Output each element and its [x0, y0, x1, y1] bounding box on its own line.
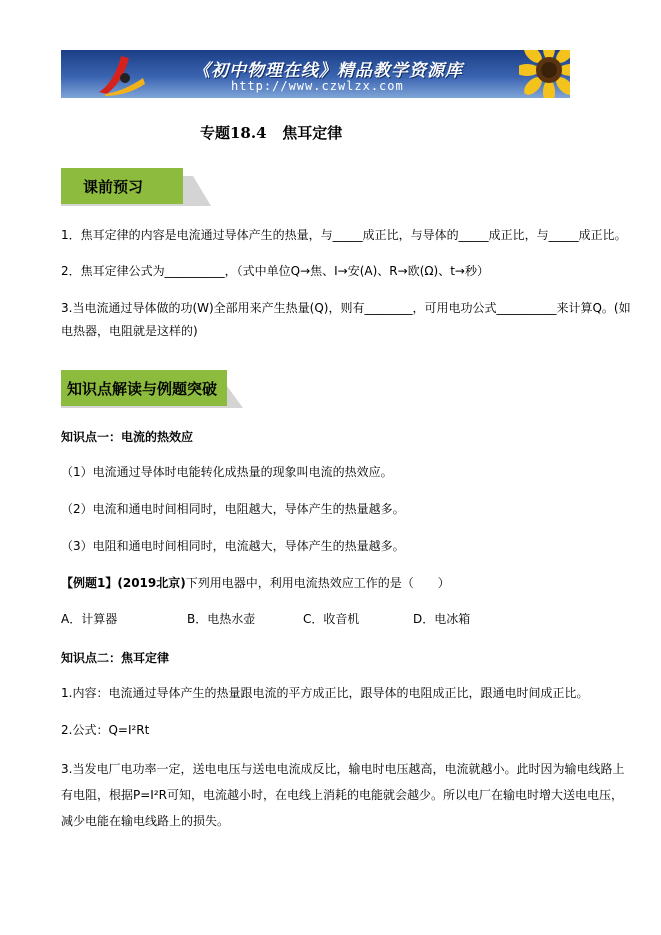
sunflower-icon [519, 50, 570, 98]
preview-item-3-cont: 电热器，电阻就是这样的) [61, 324, 198, 338]
site-logo-icon [91, 52, 151, 96]
option-a: A．计算器 [61, 612, 118, 626]
kp2-item-1: 1.内容：电流通过导体产生的热量跟电流的平方成正比，跟导体的电阻成正比，跟通电时间成正比。 [61, 686, 589, 700]
example-tag: 【例题1】 [61, 576, 118, 590]
example-1 [61, 572, 613, 595]
site-name: 《初中物理在线》精品教学资源库 [193, 61, 463, 81]
preview-item-2: 2．焦耳定律公式为__________，（式中单位Q→焦、I→安(A)、R→欧(Ω)、t→秒） [61, 264, 489, 278]
kp2-item-3-cont2: 减少电能在输电线路上的损失。 [61, 814, 230, 828]
section-preview [61, 168, 211, 204]
example-question: 下列用电器中，利用电流热效应工作的是（ ） [185, 576, 450, 590]
kp1-item-2: （2）电流和通电时间相同时，电阻越大，导体产生的热量越多。 [61, 502, 405, 516]
kp1-item-1: （1）电流通过导体时电能转化成热量的现象叫电流的热效应。 [61, 465, 393, 479]
site-banner [61, 50, 570, 98]
section-preview-label: 课前预习 [83, 178, 144, 196]
preview-item-1: 1．焦耳定律的内容是电流通过导体产生的热量，与_____成正比，与导体的_____成正比，与_____成正比。 [61, 228, 627, 242]
kp2-item-3-cont1: 有电阻，根据P=I²R可知，电流越小时，在电线上消耗的电能就会越少。所以电厂在输电时增大送电电压， [61, 788, 623, 802]
kp2-item-3: 3.当发电厂电功率一定，送电电压与送电电流成反比，输电时电压越高，电流就越小。此时因为输电线路上 [61, 762, 625, 776]
option-b: B．电热水壶 [187, 612, 256, 626]
site-url[interactable]: http://www.czwlzx.com [231, 79, 404, 93]
kp1-heading: 知识点一：电流的热效应 [61, 430, 194, 444]
section-knowledge [61, 370, 243, 406]
page-title: 专题18.4 焦耳定律 [200, 124, 343, 142]
option-d: D．电冰箱 [413, 612, 471, 626]
option-c: C．收音机 [303, 612, 360, 626]
preview-item-3: 3.当电流通过导体做的功(W)全部用来产生热量(Q)，则有________，可用电功公式__________来计算Q。(如 [61, 301, 631, 315]
kp1-item-3: （3）电阻和通电时间相同时，电流越大，导体产生的热量越多。 [61, 539, 405, 553]
kp2-heading: 知识点二：焦耳定律 [61, 651, 170, 665]
example-source: (2019北京) [117, 576, 186, 590]
section-knowledge-label: 知识点解读与例题突破 [67, 380, 218, 398]
kp2-item-2: 2.公式：Q=I²Rt [61, 723, 150, 737]
